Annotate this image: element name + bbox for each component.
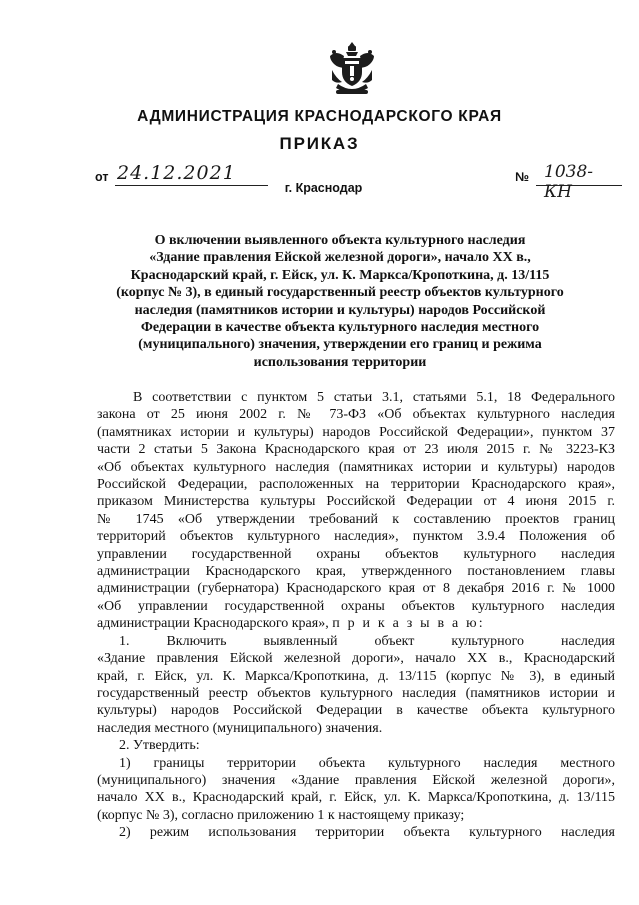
preamble-paragraph bbox=[97, 389, 615, 633]
number-label: № bbox=[515, 170, 529, 184]
document-type: ПРИКАЗ bbox=[279, 134, 360, 153]
organization-name: АДМИНИСТРАЦИЯ КРАСНОДАРСКОГО КРАЯ bbox=[137, 108, 502, 125]
body-line: начало XX в., Краснодарский край, г. Ейск, ул. К. Маркса/Кропоткина, д. 13/115 bbox=[97, 790, 615, 806]
coat-of-arms-emblem bbox=[326, 40, 378, 98]
title-line: Краснодарский край, г. Ейск, ул. К. Маркса/Кропоткина, д. 13/115 bbox=[130, 267, 550, 283]
body-line: государственный реестр объектов культурного наследия (памятников истории и bbox=[97, 685, 615, 701]
body-line: администрации (губернатора) Краснодарского края от 8 декабря 2016 г. № 1000 bbox=[97, 581, 615, 597]
body-line: В соответствии с пунктом 5 статьи 3.1, статьями 5.1, 18 Федерального bbox=[133, 390, 615, 405]
body-line: (муниципального) значения «Здание правления Ейской железной дороги», bbox=[97, 772, 615, 788]
document-title bbox=[96, 232, 584, 371]
body-line: культуры) народов Российской Федерации в качестве объекта культурного bbox=[97, 703, 615, 719]
order-word: п р и к а з ы в а ю: bbox=[332, 616, 485, 632]
preamble-last-text: администрации Краснодарского края», bbox=[97, 616, 329, 632]
body-line: части 2 статьи 5 Закона Краснодарского края от 23 июля 2015 г. № 3223-КЗ bbox=[97, 442, 615, 458]
document-body bbox=[97, 389, 615, 842]
body-line: управлении государственной охраны объектов культурного наследия bbox=[97, 546, 615, 562]
body-line: закона от 25 июня 2002 г. № 73-ФЗ «Об объектах культурного наследия bbox=[97, 407, 615, 423]
body-line: «Здание правления Ейской железной дороги», начало XX в., Краснодарский bbox=[97, 651, 615, 667]
handwritten-number: 1038-КН bbox=[544, 162, 594, 202]
title-line: наследия (памятников истории и культуры) народов Российской bbox=[134, 302, 546, 318]
body-line: Российской Федерации, расположенных на территории Краснодарского края», bbox=[97, 477, 615, 493]
body-line-last: наследия местного (муниципального) значения. bbox=[97, 720, 383, 736]
body-line: 1) границы территории объекта культурного наследия местного bbox=[119, 755, 615, 771]
city-name: г. Краснодар bbox=[284, 181, 363, 195]
item-1 bbox=[97, 633, 615, 737]
item-2 bbox=[97, 737, 615, 841]
title-line: использования территории bbox=[253, 354, 427, 370]
title-line: О включении выявленного объекта культурного наследия bbox=[154, 233, 526, 248]
body-line: «Об объектах культурного наследия (памятниках истории и культуры) народов bbox=[97, 459, 615, 475]
body-line: 2) режим использования территории объекта культурного наследия bbox=[119, 825, 615, 841]
body-line: приказом Министерства культуры Российской Федерации от 4 июня 2015 г. bbox=[97, 494, 615, 510]
body-line-last bbox=[97, 615, 615, 632]
body-line: край, г. Ейск, ул. К. Маркса/Кропоткина, д. 13/115 (корпус № 3), в единый bbox=[97, 668, 615, 684]
item-2-heading: 2. Утвердить: bbox=[119, 738, 200, 754]
body-line: № 1745 «Об утверждении требований к составлению проектов границ bbox=[97, 511, 615, 527]
body-line: (памятниках истории и культуры) народов Российской Федерации», пунктом 37 bbox=[97, 424, 615, 440]
body-line: 1. Включить выявленный объект культурного наследия bbox=[119, 633, 615, 649]
body-line: территорий объектов культурного наследия», пунктом 3.9.4 Положения об bbox=[97, 529, 615, 545]
body-line: «Об управлении государственной охраны объектов культурного наследия bbox=[97, 598, 615, 614]
title-line: Федерации в качестве объекта культурного наследия местного bbox=[140, 320, 540, 336]
title-line: (муниципального) значения, утверждении его границ и режима bbox=[138, 337, 542, 353]
body-line-last: (корпус № 3), согласно приложению 1 к настоящему приказу; bbox=[97, 807, 465, 823]
date-label: от bbox=[95, 170, 109, 184]
title-line: «Здание правления Ейской железной дороги», начало XX в., bbox=[149, 250, 531, 266]
body-line: администрации Краснодарского края, утвержденного постановлением главы bbox=[97, 564, 615, 580]
handwritten-date: 24.12.2021 bbox=[117, 162, 236, 184]
title-line: (корпус № 3), в единый государственный реестр объектов культурного bbox=[116, 285, 564, 301]
